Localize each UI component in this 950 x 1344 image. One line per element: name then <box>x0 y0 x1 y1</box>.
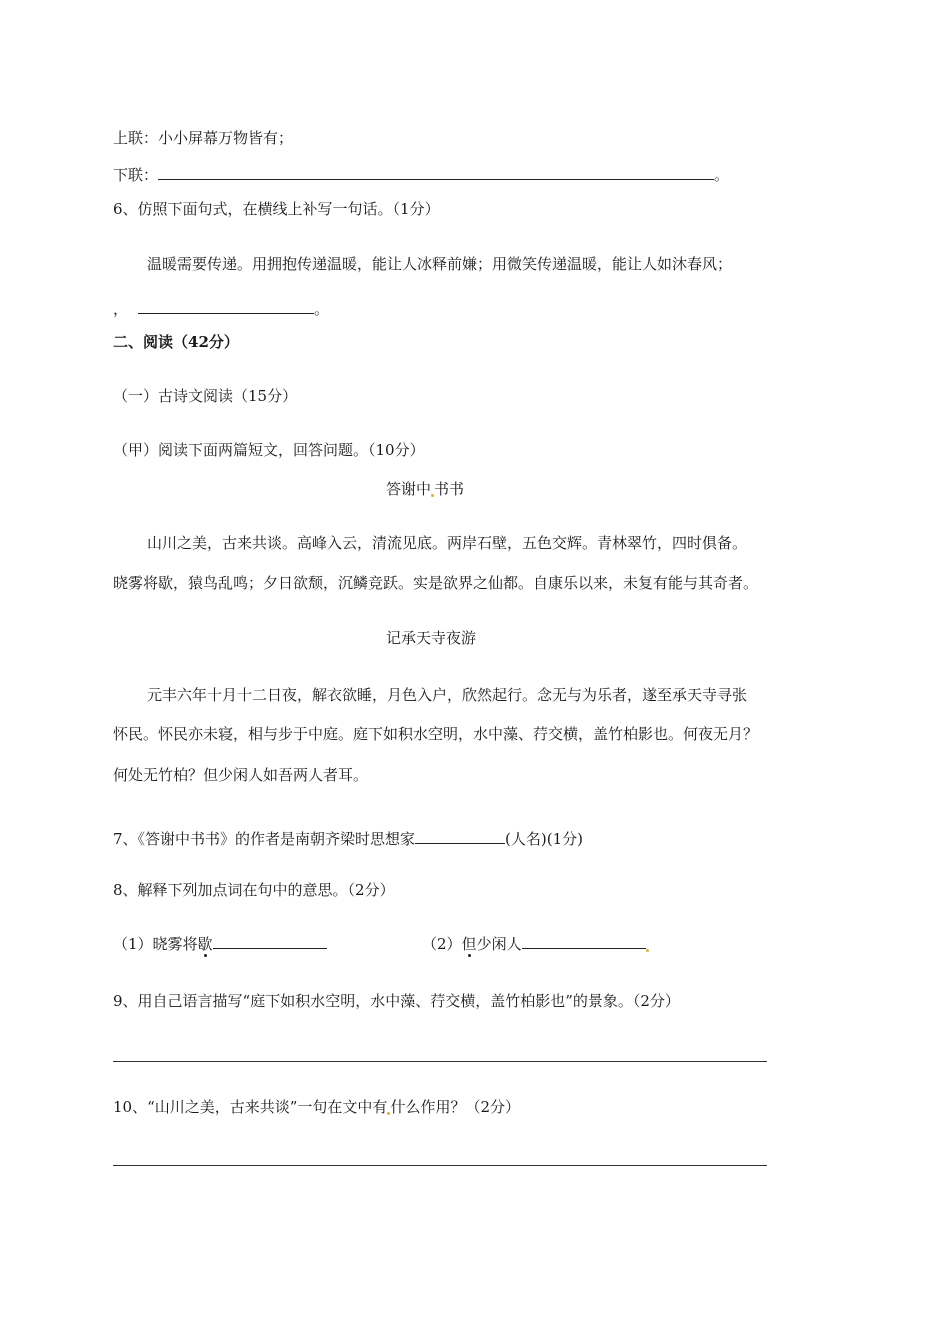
q6-comma: ， <box>113 300 129 318</box>
q8-item2-prefix: （2） <box>422 935 462 953</box>
q10-question-b: 什么作用？（2分） <box>390 1098 520 1116</box>
q6-answer-blank[interactable] <box>138 297 314 314</box>
text1-line-1: 山川之美，古来共谈。高峰入云，清流见底。两岸石壁，五色交辉。青林翠竹，四时俱备。 <box>147 534 748 552</box>
couplet-lower <box>113 163 729 185</box>
highlight-mark <box>646 949 649 952</box>
text1-title <box>386 479 464 499</box>
question-8: 8、解释下列加点词在句中的意思。（2分） <box>113 881 395 899</box>
question-6: 6、仿照下面句式，在横线上补写一句话。（1分） <box>113 200 440 218</box>
couplet-lower-label: 下联： <box>113 166 159 184</box>
q7-answer-blank[interactable] <box>415 827 505 844</box>
q10-question-a: 10、“山川之美，古来共谈”一句在文中有 <box>113 1098 388 1116</box>
q8-item1-answer-blank[interactable] <box>213 932 327 949</box>
q10-answer-line[interactable] <box>113 1165 767 1166</box>
q6-end: 。 <box>314 300 330 318</box>
couplet-lower-blank[interactable] <box>158 163 714 180</box>
q8-item1-prefix: （1）晓雾将 <box>113 935 198 953</box>
q8-item2-rest: 少闲人 <box>476 935 522 953</box>
text2-line-2: 怀民。怀民亦未寝，相与步于中庭。庭下如积水空明，水中藻、荇交横，盖竹柏影也。何夜无月？ <box>113 725 759 743</box>
q7-after: (人名)(1分) <box>505 830 583 848</box>
q8-item2-answer-blank[interactable] <box>522 932 646 949</box>
question-7 <box>113 827 583 849</box>
text1-line-2: 晓雾将歇，猿鸟乱鸣；夕日欲颓，沉鳞竞跃。实是欲界之仙都。自康乐以来，未复有能与其奇者。 <box>113 574 759 592</box>
q7-before: 7、《答谢中书书》的作者是南朝齐梁时思想家 <box>113 830 416 848</box>
q8-item1-dotted-word: 歇 <box>197 935 213 953</box>
question-10 <box>113 1097 520 1117</box>
section-2-title: 二、阅读（42分） <box>113 333 239 351</box>
text1-title-a: 答谢中 <box>386 480 432 498</box>
text1-title-b: 书书 <box>434 480 465 498</box>
text2-line-1: 元丰六年十月十二日夜，解衣欲睡，月色入户，欣然起行。念无与为乐者，遂至承天寺寻张 <box>147 686 748 704</box>
q9-answer-line[interactable] <box>113 1061 767 1062</box>
q8-item-2 <box>422 932 649 954</box>
text2-line-3: 何处无竹柏？但少闲人如吾两人者耳。 <box>113 766 369 784</box>
text2-title: 记承天寺夜游 <box>386 629 477 647</box>
q8-item2-dotted-word: 但 <box>461 935 477 953</box>
q6-example: 温暖需要传递。用拥抱传递温暖，能让人冰释前嫌；用微笑传递温暖，能让人如沐春风； <box>147 255 733 273</box>
couplet-upper: 上联：小小屏幕万物皆有； <box>113 129 294 147</box>
q6-answer-line <box>113 297 329 319</box>
subsection-1-title: （一）古诗文阅读（15分） <box>113 387 298 405</box>
subsection-jia-title: （甲）阅读下面两篇短文，回答问题。（10分） <box>113 441 425 459</box>
q8-item-1 <box>113 932 327 954</box>
question-9: 9、用自己语言描写“庭下如积水空明，水中藻、荇交横，盖竹柏影也”的景象。（2分） <box>113 992 680 1010</box>
couplet-lower-end: 。 <box>714 166 730 184</box>
